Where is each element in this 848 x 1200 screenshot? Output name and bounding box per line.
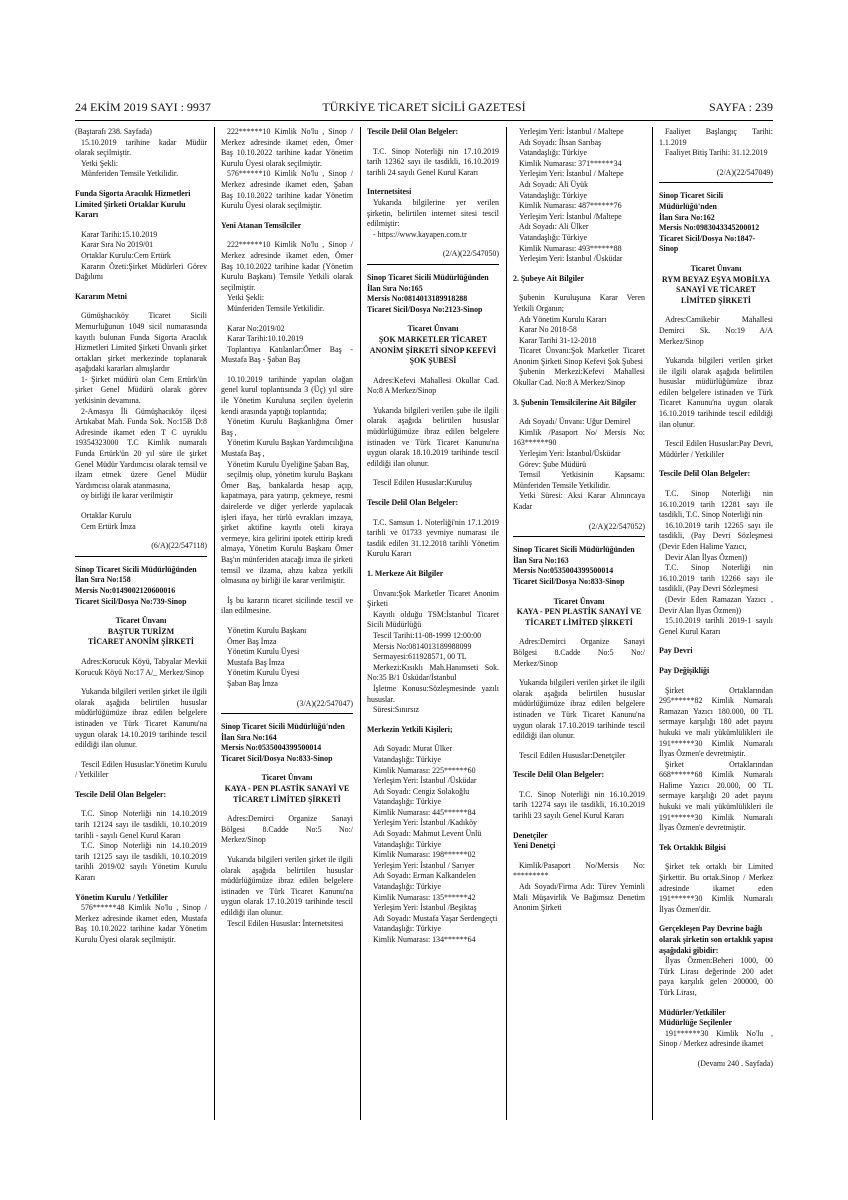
paragraph: Yukarıda bilgilerine yer verilen şirketin, belirtilen internet sitesi tescil edilmiştir:: [367, 197, 499, 229]
section-heading: 3. Şubenin Temsilcilerine Ait Bilgiler: [513, 397, 637, 407]
section-heading: Yönetim Kurulu / Yetkililer: [75, 892, 168, 902]
paragraph: Adı Soyadı/ Ünvanı: Uğur Demirel: [519, 417, 631, 427]
column-divider: [360, 127, 361, 1120]
paragraph: Kimlik Numarası: 493******88: [519, 243, 622, 253]
section-heading: Mersis No:0814013189918288: [367, 294, 468, 304]
paragraph: Münferiden Temsile Yetkilidir.: [227, 303, 325, 313]
section-heading: Müdürlüğe Seçilenler: [659, 1018, 732, 1028]
paragraph: Karar Sıra No 2019/01: [81, 240, 154, 250]
section-heading: Internetsitesi: [367, 187, 412, 197]
section-heading: Pay Değişikliği: [659, 665, 710, 675]
paragraph: Görev: Şube Müdürü: [519, 459, 587, 469]
paragraph: Kimlik Numarası: 135******42: [373, 892, 476, 902]
notice-separator: [367, 264, 499, 265]
paragraph: Yetki Şekli:: [227, 293, 265, 303]
paragraph: Kayıtlı olduğu TSM:İstanbul Ticaret Sicili Müdürlüğü: [367, 609, 499, 630]
section-heading: Funda Sigorta Aracılık Hizmetleri Limited Şirketi Ortaklar Kurulu Kararı: [75, 188, 191, 220]
paragraph: Vatandaşlığı: Türkiye: [519, 148, 588, 158]
column-divider: [652, 127, 653, 1120]
column-3: [367, 127, 499, 1137]
paragraph: Adres:Kefevi Mahallesi Okullar Cad. No:8 A Merkez/Sinop: [367, 375, 499, 396]
paragraph: Vatandaşlığı: Türkiye: [373, 797, 442, 807]
paragraph: Şubenin Kuruluşuna Karar Veren Yetkili Organın;: [513, 293, 645, 313]
section-heading: Ticaret Ünvanı: [261, 773, 313, 783]
notice-reference: (2/A)(22/547052): [588, 521, 645, 531]
section-heading: Ticaret Ünvanı: [115, 616, 167, 626]
section-heading: Sinop Ticaret Sicili Müdürlüğünden: [75, 564, 197, 574]
paragraph: Yukarıda bilgileri verilen şirket ile ilgili olarak aşağıda belirtilen hususlar müdürlüğümüze ibraz edilen belgelere istinaden ve Türk Ticaret Kanunu'na uygun olarak 16.10.2019 tarihinde tescil edildiği ilan olunur.: [659, 356, 773, 429]
paragraph: Münferiden Temsile Yetkilidir.: [81, 169, 179, 179]
paragraph: Toplantıya Katılanlar:Ömer Baş - Mustafa Baş - Şaban Baş: [221, 344, 353, 365]
paragraph: 222******10 Kimlik No'lu , Sinop / Merkez adresinde ikamet eden, Ömer Baş 10.10.2022 tarihine kadar Yönetim Kurulu Üyesi olarak seçilmiştir.: [221, 127, 353, 168]
paragraph: Gümüşhacıköy Ticaret Sicili Memurluğunun 1049 sicil numarasında kayıtlı bulunan Funda Sigorta Aracılık Hizmetleri Limited Şirketi Ünvanlı şirket ortakları şirket merkezinde toplanarak aşağıdaki kararları almışlardır: [75, 311, 207, 374]
paragraph: Adı Soyadı: Mahmut Levent Ünlü: [373, 829, 482, 839]
paragraph: Şubenin Merkezi:Kefevi Mahallesi Okullar Cad. No:8 A Merkez/Sinop: [513, 367, 645, 388]
paragraph: Karar Tarihi:10.10.2019: [227, 334, 304, 344]
section-heading: Mersis No:0535004399500014: [513, 566, 614, 576]
paragraph: Mersis No:0814013189988099: [373, 641, 472, 651]
section-heading: İlan Sıra No:165: [367, 283, 423, 293]
paragraph: İlyas Özmen:Beheri 1000, 00 Türk Lirası değerinde 200 adet paya karşılık gelen 200000, 00 Türk Lirası,: [659, 956, 773, 997]
paragraph: Yukarıda bilgileri verilen şube ile ilgili olarak aşağıda belirtilen hususlar müdürlüğümüze ibraz edilen belgelere istinaden ve Türk Ticaret Kanunu'na uygun olarak 18.10.2019 tarihinde tescil edildiği ilan olunur.: [367, 405, 499, 468]
paragraph: 222******10 Kimlik No'lu , Sinop / Merkez adresinde ikamet eden, Ömer Baş 10.10.2022 tarihine kadar (Yönetim Kurulu Başkanı) Temsile Yetkili olarak seçilmiştir.: [221, 240, 353, 292]
paragraph: 1- Şirket müdürü olan Cem Ertürk'ün şirket Genel Müdürü olarak görev yetkisinin devamına.: [75, 374, 207, 406]
section-heading: İlan Sıra No:164: [221, 732, 277, 742]
section-heading: Sinop Ticaret Sicili Müdürlüğünden: [513, 545, 635, 555]
section-heading: RYM BEYAZ EŞYA MOBİLYA SANAYİ VE TİCARET LİMİTED ŞİRKETİ: [662, 274, 770, 305]
paragraph: Şaban Baş İmza: [227, 678, 278, 688]
paragraph: Yerleşim Yeri: İstanbul / Maltepe: [519, 169, 624, 179]
section-heading: Ticaret Sicil/Dosya No:1847-Sinop: [659, 233, 756, 254]
paragraph: Vatandaşlığı: Türkiye: [373, 754, 442, 764]
notice-separator: [513, 536, 645, 537]
section-heading: BAŞTUR TURİZM: [107, 626, 175, 636]
paragraph: Karar Tarihi:15.10.2019: [81, 229, 158, 239]
section-heading: Ticaret Sicil/Dosya No:2123-Sinop: [367, 304, 483, 314]
section-heading: Müdürler/Yetkililer: [659, 1007, 726, 1017]
paragraph: Faaliyet Bitiş Tarihi: 31.12.2019: [665, 148, 768, 158]
paragraph: Yerleşim Yeri: İstanbul /Maltepe: [519, 211, 622, 221]
section-heading: Ticaret Sicil/Dosya No:833-Sinop: [221, 753, 333, 763]
section-heading: İlan Sıra No:158: [75, 575, 131, 585]
paragraph: Kimlik /Pasaport No/ Mersis No: 163******90: [513, 427, 645, 448]
paragraph: Devir Alan İlyas Özmen)): [665, 552, 748, 562]
paragraph: Adres:Demirci Organize Sanayi Bölgesi 8.Cadde No:5 No:/ Merkez/Sinop: [221, 814, 353, 845]
column-1: [75, 127, 207, 1137]
paragraph: Şirket Ortaklarından 668******68 Kimlik Numaralı Halime Yazıcı 20.000, 00 TL sermaye karşılığı 20 adet payını hukuki ve mali yükümlülikleri ile 191******30 Kimlik Numaralı İlyas Özmen'e devretmiştir.: [659, 759, 773, 833]
paragraph: T.C. Sinop Noterliği nin 16.10.2019 tarih 12266 sayı ile tasdikli, (Pay Devri Sözleşmesi: [659, 563, 773, 594]
paragraph: Adı Soyadı: Cengiz Solakoğlu: [373, 786, 470, 796]
column-2: [221, 127, 353, 1137]
paragraph: Karar No 2018-58: [519, 325, 577, 335]
paragraph: T.C. Samsun 1. Noterliği'nin 17.1.2019 tarihli ve 01733 yevmiye numarası ile tasdik edilen 31.12.2018 tarihli Yönetim Kurulu Kararı: [367, 517, 499, 559]
paragraph: Kimlik Numarası: 134******64: [373, 935, 476, 944]
notice-separator: [75, 556, 207, 557]
section-heading: Ticaret Sicil/Dosya No:739-Sinop: [75, 596, 187, 606]
paragraph: Kimlik Numarası: 225******60: [373, 765, 476, 775]
paragraph: Sermayesi:611928571, 00 TL: [373, 652, 467, 662]
section-heading: Merkezin Yetkili Kişileri;: [367, 724, 453, 734]
page-header: [75, 100, 773, 118]
paragraph: Yönetim Kurulu Üyesi: [227, 647, 300, 657]
paragraph: Tescil Edilen Hususlar:Yönetim Kurulu / Yetkililer: [75, 759, 207, 780]
paragraph: Vatandaşlığı: Türkiye: [519, 232, 588, 242]
paragraph: T.C. Sinop Noterliği nin 16.10.2019 tarih 12274 sayı ile tasdikli, 16.10.2019 tarihli 23 sayılı Genel Kurul Kararı: [513, 789, 645, 821]
paragraph: Vatandaşlığı: Türkiye: [373, 882, 442, 892]
paragraph: oy birliği ile karar verilmiştir: [81, 491, 174, 501]
section-heading: Ticaret Ünvanı: [407, 324, 459, 334]
paragraph: Karar Tarihi 31-12-2018: [519, 335, 597, 345]
paragraph: Kimlik Numarası: 487******76: [519, 201, 622, 211]
section-heading: Sinop Ticaret Sicili Müdürlüğünden: [367, 272, 489, 282]
header-title: TÜRKİYE TİCARET SİCİLİ GAZETESİ: [322, 100, 526, 114]
paragraph: 2-Amasya İli Gümüşhacıköy ilçesi Artıkabat Mah. Funda Sok. No:15B D:8 Adresinde ikamet eden T C uyruklu 19354323000 T.C Kimlik numaralı Funda Ertürk'ün 20 yıl süre ile şirket Genel Müdür Yardımcısı olarak temsil ve ilzam etmek üzere Genel Müdür Yardımcısı olarak atanmasına,: [75, 406, 207, 490]
paragraph: Ortaklar Kurulu:Cem Ertürk: [81, 250, 171, 260]
section-heading: Mersis No:0535004399500014: [221, 743, 322, 753]
column-divider: [214, 127, 215, 1120]
notice-reference: (3/A)(22/547047): [296, 698, 353, 708]
section-heading: KAYA - PEN PLASTİK SANAYİ VE TİCARET LİMİTED ŞİRKETİ: [224, 784, 350, 804]
paragraph: Tescil Edilen Hususlar: İnternetsitesi: [227, 918, 344, 928]
paragraph: Yetki Süresi: Aksi Karar Alınıncaya Kadar: [513, 491, 645, 511]
section-heading: Mersis No:0149002120600016: [75, 585, 176, 595]
section-heading: Yeni Denetçi: [513, 841, 556, 851]
paragraph: Adı Soyadı: Ali Ülker: [519, 222, 589, 232]
paragraph: T.C. Sinop Noterliği nin 17.10.2019 tarih 12362 sayı ile tasdikli, 16.10.2019 tarihli 24 sayılı Genel Kurul Kararı: [367, 146, 499, 177]
paragraph: Şirket tek ortaklı bir Limited Şirkettir. Bu ortak.Sinop / Merkez adresinde ikamet eden 191******30 Kimlik Numaralı İlyas Özmen'dir.: [659, 862, 773, 914]
paragraph: Adı Soyadı: Murat Ülker: [373, 744, 453, 754]
paragraph: Yerleşim Yeri: İstanbul /Üsküdar: [373, 776, 477, 786]
paragraph: Adı Soyadı: İhsan Sarıbaş: [519, 137, 602, 147]
paragraph: Kimlik/Pasaport No/Mersis No: *********: [513, 860, 645, 881]
paragraph: seçilmiş olup, yönetim kurulu Başkanı Ömer Baş, bankalarda hesap açıp, kapatmaya, para yatırıp, çekmeye, resmi dairelerde ve diğer yerlerde yapılacak işleri ifaya, her türlü evrakları imzaya, şirket aktifine kayıtlı oteli kiraya vermeye, kira gelirini ipotek ettirip kredi almaya, Yönetim Kurulu Başkanı Ömer Baş'ın münferiden atacağı imza ile şirketi temsil ve ilzama, ahzu kabza yetkili olmasına oy birliği ile karar verilmiştir.: [221, 470, 353, 586]
section-heading: Tescile Delil Olan Belgeler:: [659, 469, 751, 479]
section-heading: Tescile Delil Olan Belgeler:: [75, 789, 167, 799]
paragraph: 16.10.2019 tarih 12265 sayı ile tasdikli, (Pay Devri Sözleşmesi (Devir Eden Halime Yazıcı,: [659, 520, 773, 551]
section-heading: Denetçiler: [513, 830, 548, 840]
notice-separator: [221, 713, 353, 714]
notice-reference: (2/A)(22/547050): [442, 249, 499, 259]
paragraph: Adı Soyadı: Erman Kalkandelen: [373, 871, 476, 881]
paragraph: Adı Yönetim Kurulu Kararı: [519, 314, 607, 324]
paragraph: Yukarıda bilgileri verilen şirket ile ilgili olarak aşağıda belirtilen hususlar müdürlüğümüze ibraz edilen belgelere istinaden ve Türk Ticaret Kanunu'na uygun olarak 14.10.2019 tarihinde tescil edildiği ilan olunur.: [75, 687, 207, 750]
paragraph: Merkezi:Kısıklı Mah.Hanımseti Sok. No:35 B/1 Üsküdar/İstanbul: [367, 662, 499, 683]
header-date-issue: 24 EKİM 2019 SAYI : 9937: [75, 100, 211, 114]
section-heading: Yeni Atanan Temsilciler: [221, 220, 302, 230]
paragraph: Kararın Özeti:Şirket Müdürleri Görev Dağılımı: [75, 261, 207, 282]
paragraph: Kimlik Numarası: 445******84: [373, 807, 476, 817]
section-heading: Tescile Delil Olan Belgeler:: [367, 127, 459, 136]
section-heading: KAYA - PEN PLASTİK SANAYİ VE TİCARET LİMİTED ŞİRKETİ: [516, 607, 642, 627]
paragraph: T.C. Sinop Noterliği nin 14.10.2019 tarih 12125 sayı ile tasdikli, 10.10.2019 tarihli 2019/02 sayılı Yönetim Kurulu Kararı: [75, 841, 207, 883]
paragraph: Yerleşim Yeri: İstanbul / Sarıyer: [373, 860, 475, 870]
paragraph: Tescil Edilen Hususlar:Pay Devri, Müdürler / Yetkililer: [659, 439, 773, 459]
paragraph: Yönetim Kurulu Başkanlığına Ömer Baş ,: [221, 417, 353, 437]
paragraph: Ticaret Ünvanı:Şok Marketler Ticaret Anonim Şirketi Sinop Kefevi Şok Şubesi: [513, 346, 645, 366]
paragraph: Cem Ertürk İmza: [81, 521, 136, 531]
paragraph: Yönetim Kurulu Üyeliğine Şaban Baş,: [227, 459, 350, 469]
header-page-number: SAYFA : 239: [708, 100, 773, 114]
section-heading: Gerçekleşen Pay Devrine bağlı olarak şirketin son ortaklık yapısı aşağıdaki gibidir:: [659, 924, 773, 955]
paragraph: Yerleşim Yeri: İstanbul/Üsküdar: [519, 449, 621, 459]
paragraph: Yönetim Kurulu Başkan Yardımcılığına Mustafa Baş ,: [221, 438, 353, 459]
paragraph: Vatandaşlığı: Türkiye: [373, 924, 442, 934]
paragraph: Yönetim Kurulu Üyesi: [227, 668, 300, 678]
paragraph: Tescil Edilen Hususlar:Denetçiler: [519, 750, 626, 760]
section-heading: Pay Devri: [659, 646, 693, 656]
notice-reference: (6/A)(22/547118): [151, 541, 207, 551]
section-heading: Sinop Ticaret Sicili Müdürlüğü'nden: [221, 722, 345, 732]
paragraph: Adı Soyadı: Mustafa Yaşar Serdengeçti: [373, 913, 498, 923]
paragraph: Yetki Şekli:: [81, 158, 119, 168]
section-heading: Ticaret Sicil/Dosya No:833-Sinop: [513, 576, 625, 586]
paragraph: Adı Soyadı: Ali Üyük: [519, 179, 589, 189]
section-heading: İlan Sıra No:163: [513, 555, 569, 565]
section-heading: ŞOK MARKETLER TİCARET ANONİM ŞİRKETİ SİNOP KEFEVİ ŞOK ŞUBESİ: [369, 334, 497, 366]
paragraph: Adres:Demirci Organize Sanayi Bölgesi 8.Cadde No:5 No:/ Merkez/Sinop: [513, 637, 645, 668]
section-heading: Tescile Delil Olan Belgeler:: [513, 770, 605, 780]
paragraph: Yönetim Kurulu Başkanı: [227, 625, 307, 635]
header-rule: [75, 120, 773, 121]
paragraph: Kimlik Numarası: 198******02: [373, 850, 476, 860]
paragraph: İşletme Konusu:Sözleşmesinde yazılı hususlar.: [367, 683, 499, 704]
section-heading: Sinop Ticaret Sicili Müdürlüğü'nden: [659, 191, 724, 211]
paragraph: 15.10.2019 tarihine kadar Müdür olarak seçilmiştir.: [75, 137, 207, 158]
paragraph: Adres:Camikebir Mahallesi Demirci Sk. No:19 A/A Merkez/Sinop: [659, 315, 773, 346]
section-heading: Ticaret Ünvanı: [690, 263, 742, 273]
paragraph: T.C. Sinop Noterliği nin 16.10.2019 tarih 12281 sayı ile tasdikli, T.C. Sinop Noterliği nin: [659, 489, 773, 520]
column-divider: [506, 127, 507, 1120]
section-heading: TİCARET ANONİM ŞİRKETİ: [88, 637, 194, 647]
paragraph: Ortaklar Kurulu: [81, 511, 132, 520]
paragraph: Adı Soyadı/Firma Adı: Türev Yeminli Mali Müşavirlik Ve Bağımsız Denetim Anonim Şirketi: [513, 882, 645, 913]
paragraph: İş bu kararın ticaret sicilinde tescil ve ilan edilmesine.: [221, 595, 353, 616]
paragraph: Tescil Edilen Hususlar:Kuruluş: [373, 478, 472, 488]
paragraph: Yerleşim Yeri: İstanbul /Kadıköy: [373, 818, 477, 828]
paragraph: Mustafa Baş İmza: [227, 657, 285, 667]
notice-reference: (2/A)(22/547049): [716, 167, 773, 177]
paragraph: Faaliyet Başlangıç Tarihi: 1.1.2019: [659, 127, 773, 147]
paragraph: T.C. Sinop Noterliği nin 14.10.2019 tarih 12124 sayı ile tasdikli, 10.10.2019 tarihli - sayılı Genel Kurul Kararı: [75, 809, 207, 840]
paragraph: Süresi:Sınırsız: [373, 705, 420, 715]
section-heading: 1. Merkeze Ait Bilgiler: [367, 569, 444, 578]
notice-separator: [659, 182, 773, 183]
paragraph: Yukarıda bilgileri verilen şirket ile ilgili olarak aşağıda belirtilen hususlar müdürlüğümüze ibraz edilen belgelere istinaden ve Türk Ticaret Kanunu'na uygun olarak 17.10.2019 tarihinde tescil edildiği ilan olunur.: [221, 855, 353, 917]
section-heading: Mersis No:0983043345200012: [659, 223, 760, 233]
paragraph: 10.10.2019 tarihinde yapılan olağan genel kurul toplantısında 3 (Üç) yıl süre ile Yönetim Kuruluna seçilen üyelerin kendi arasında yaptığı toplantıda;: [221, 374, 353, 416]
paragraph: Vatandaşlığı: Türkiye: [519, 190, 588, 200]
paragraph: (Devamı 240 . Sayfada): [697, 1058, 773, 1068]
section-heading: Tek Ortaklık Bilgisi: [659, 842, 726, 852]
paragraph: - https://www.kayapen.com.tr: [373, 229, 467, 239]
paragraph: 576******10 Kimlik No'lu , Sinop / Merkez adresinde ikamet eden, Şaban Baş 10.10.2022 tarihine kadar Yönetim Kurulu Üyesi olarak seçilmiştir.: [221, 169, 353, 211]
paragraph: Karar No:2019/02: [227, 323, 285, 333]
paragraph: 15.10.2019 tarihli 2019-1 sayılı Genel Kurul Kararı: [659, 616, 773, 636]
paragraph: (Devir Eden Ramazan Yazıcı , Devir Alan İlyas Özmen)): [659, 594, 773, 615]
paragraph: Kimlik Numarası: 371******34: [519, 158, 622, 168]
column-4: [513, 127, 645, 1137]
paragraph: Tescil Tarihi:11-08-1999 12:00:00: [373, 630, 482, 640]
paragraph: Adres:Korucuk Köyü, Tabyalar Mevkii Korucuk Köyü No:17 A/_ Merkez/Sinop: [75, 656, 207, 677]
paragraph: Ünvanı:Şok Marketler Ticaret Anonim Şirketi: [367, 588, 499, 609]
paragraph: Temsil Yetkisinin Kapsamı: Münferiden Temsile Yetkilidir.: [513, 470, 645, 490]
section-heading: Tescile Delil Olan Belgeler:: [367, 498, 459, 508]
section-heading: 2. Şubeye Ait Bilgiler: [513, 273, 585, 283]
paragraph: (Baştarafı 238. Sayfada): [75, 127, 152, 136]
section-heading: İlan Sıra No:162: [659, 212, 715, 222]
column-5: [659, 127, 773, 1137]
section-heading: Kararım Metni: [75, 291, 127, 301]
paragraph: Yerleşim Yeri: İstanbul / Maltepe: [519, 127, 624, 136]
paragraph: 191******30 Kimlik No'lu , Sinop / Merkez adresinde ikamet: [659, 1028, 773, 1049]
paragraph: Yukarıda bilgileri verilen şirket ile ilgili olarak aşağıda belirtilen hususlar müdürlüğümüze ibraz edilen belgelere istinaden ve Türk Ticaret Kanunu'na uygun olarak 17.10.2019 tarihinde tescil edildiği ilan olunur.: [513, 678, 645, 741]
paragraph: Ömer Baş İmza: [227, 636, 277, 646]
section-heading: Ticaret Ünvanı: [553, 596, 605, 606]
paragraph: Yerleşim Yeri: İstanbul /Beşiktaş: [373, 903, 477, 913]
paragraph: Yerleşim Yeri: İstanbul /Üsküdar: [519, 254, 623, 264]
paragraph: Vatandaşlığı: Türkiye: [373, 839, 442, 849]
paragraph: Şirket Ortaklarından 295******82 Kimlik Numaralı Ramazan Yazıcı 180.000, 00 TL sermaye karşılığı 180 adet payını hukuki ve mali yükümlülikleri ile 191******30 Kimlik Numaralı İlyas Özmen'e devretmiştir.: [659, 685, 773, 759]
paragraph: 576******48 Kimlik No'lu , Sinop / Merkez adresinde ikamet eden, Mustafa Baş 10.10.2022 tarihine kadar Yönetim Kurulu Üyesi olarak seçilmiştir.: [75, 903, 207, 944]
